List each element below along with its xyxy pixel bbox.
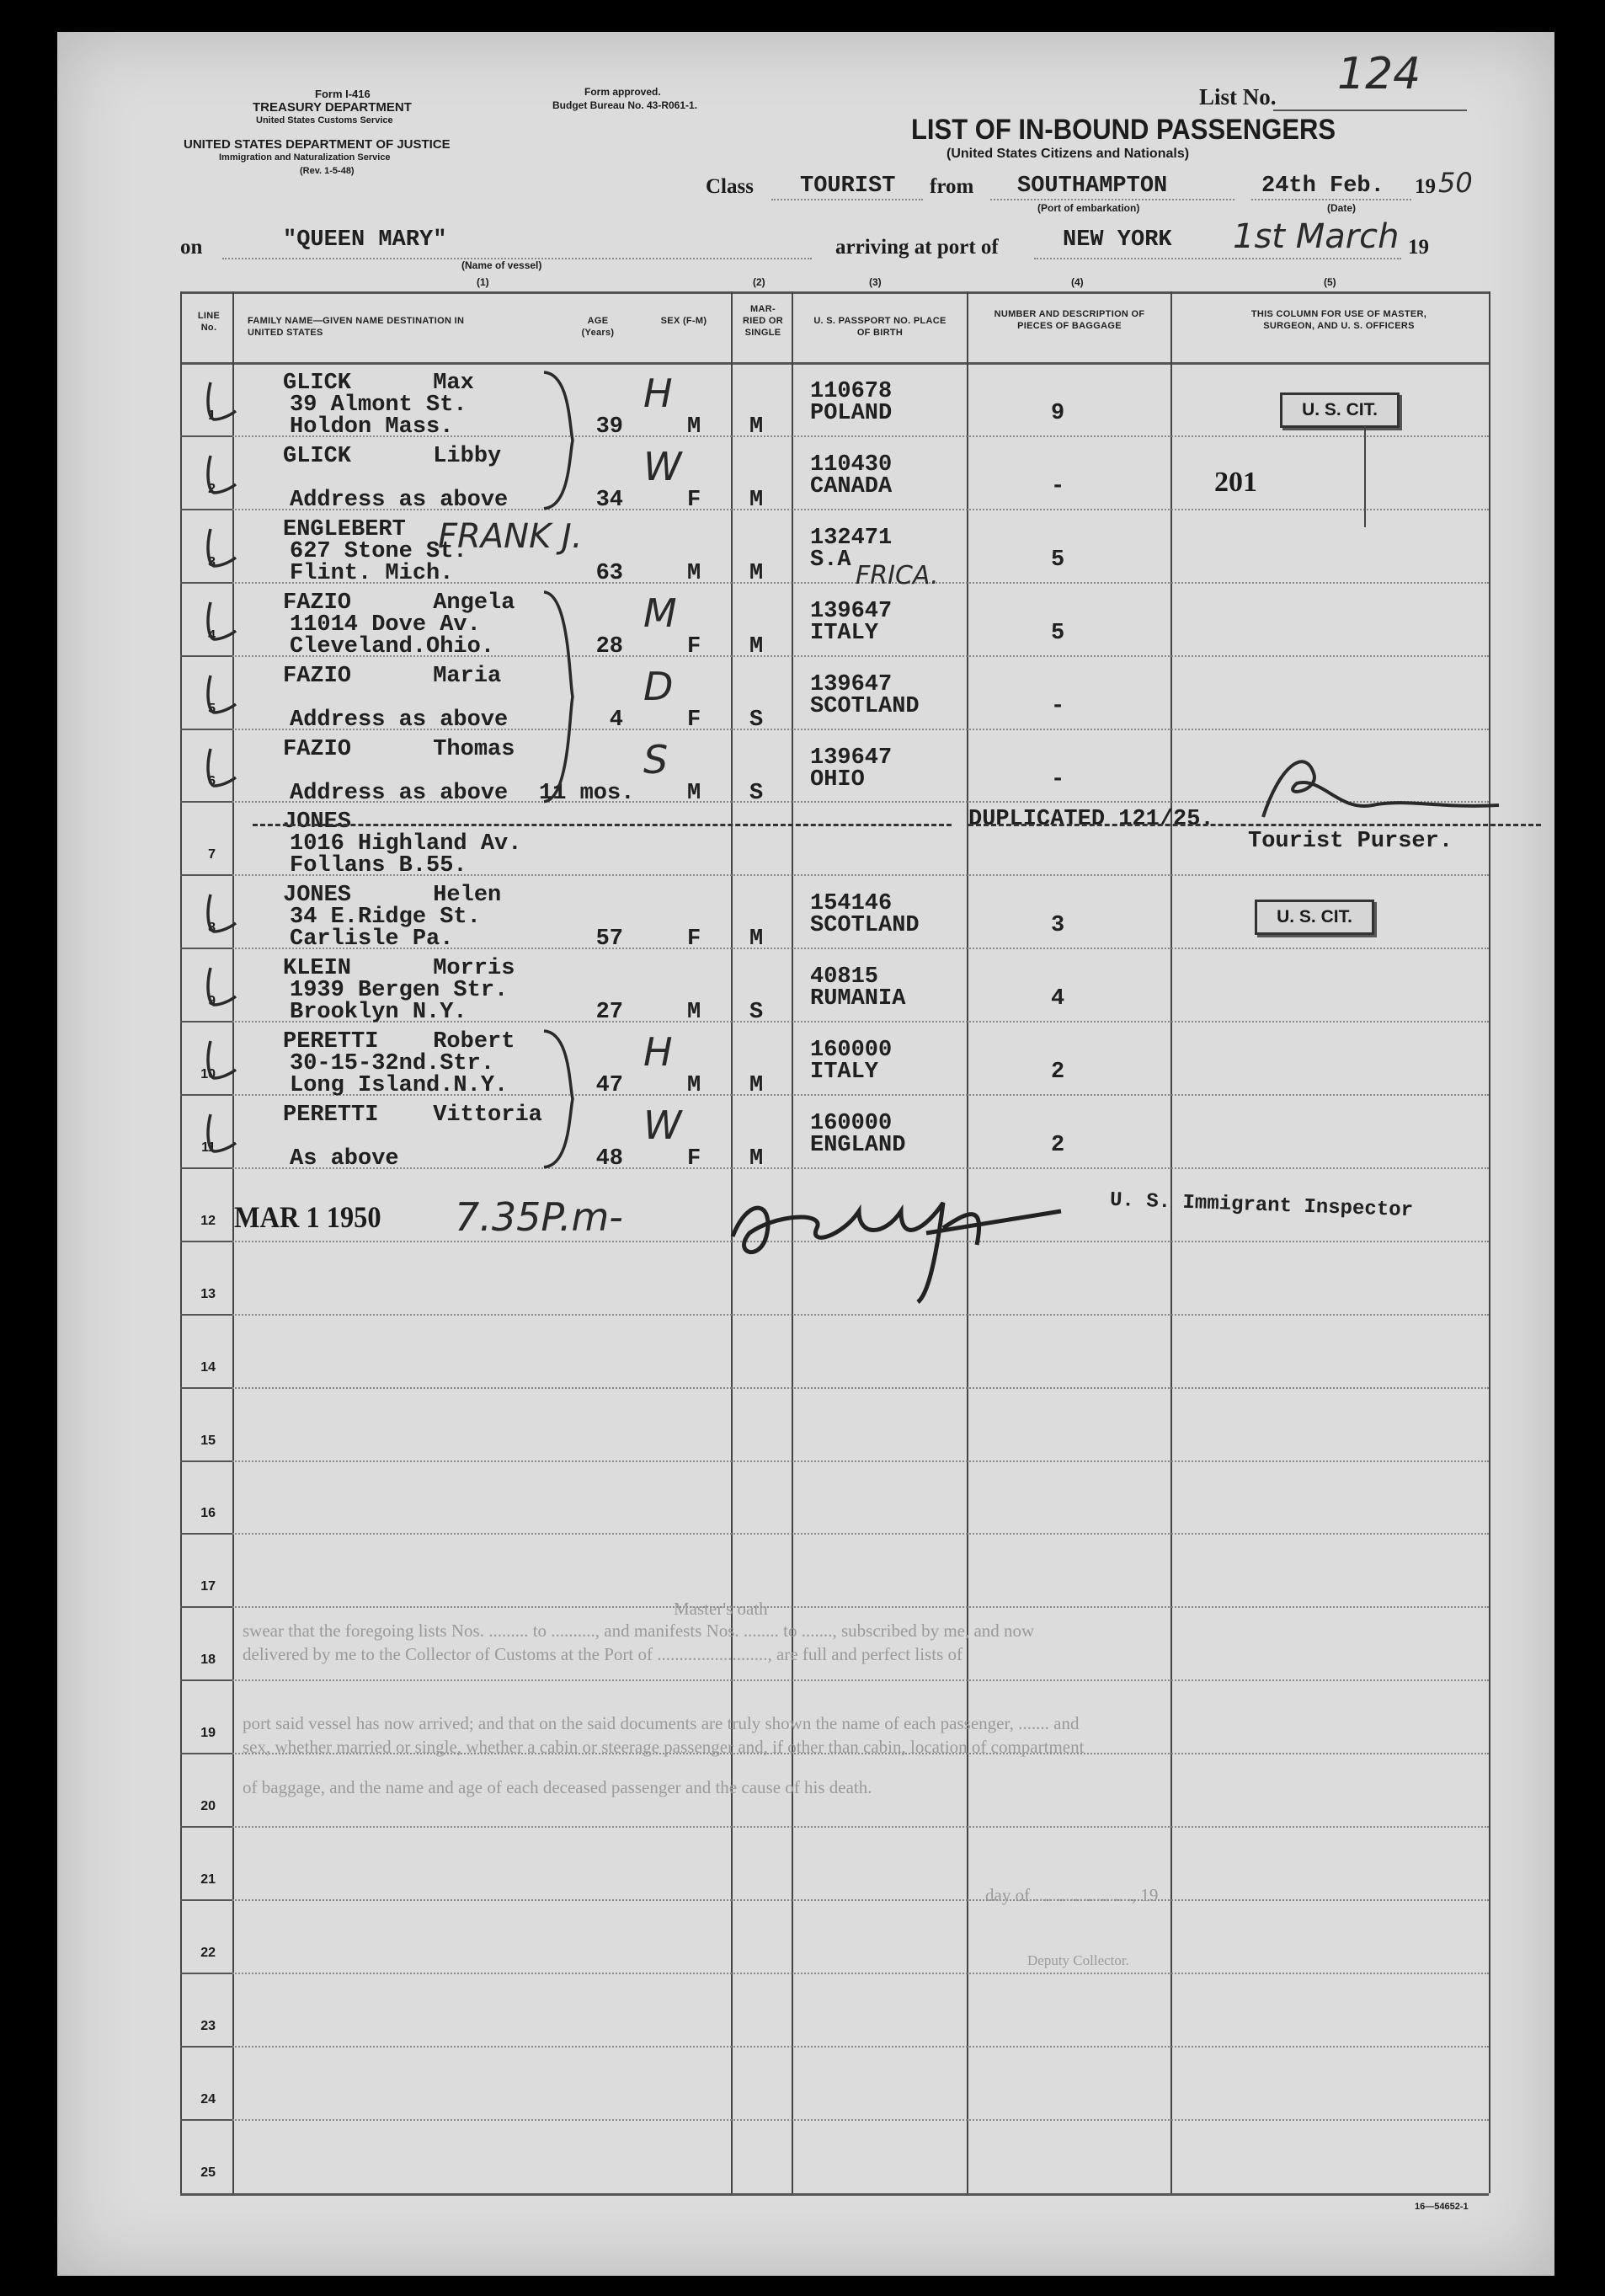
passenger-address: 30-15-32nd.Str. bbox=[290, 1051, 495, 1077]
passenger-marital: M bbox=[749, 414, 764, 440]
passenger-sex: M bbox=[687, 1000, 701, 1026]
row-divider bbox=[232, 1314, 1489, 1316]
passenger-name: PERETTI Robert bbox=[283, 1029, 515, 1055]
passenger-sex: F bbox=[687, 707, 701, 733]
passenger-name: JONES Helen bbox=[283, 883, 502, 909]
embark-date: 24th Feb. bbox=[1261, 174, 1384, 199]
row-divider bbox=[232, 1387, 1489, 1389]
line-number: 25 bbox=[200, 2165, 216, 2180]
inspector-signature bbox=[716, 1177, 1078, 1304]
list-no-label: List No. bbox=[1199, 84, 1277, 109]
line-number: 4 bbox=[208, 627, 216, 643]
col-header-married: MAR-RIED OR SINGLE bbox=[743, 304, 783, 338]
col-header-name: FAMILY NAME—GIVEN NAME DESTINATION IN UNITED STATES bbox=[248, 316, 465, 338]
line-number: 24 bbox=[200, 2091, 216, 2106]
line-number: 20 bbox=[200, 1799, 216, 1813]
birth-place: RUMANIA bbox=[810, 986, 906, 1012]
baggage-count: 5 bbox=[1051, 620, 1065, 646]
checkmark-icon bbox=[202, 597, 239, 644]
passenger-address: 627 Stone St. bbox=[290, 538, 467, 564]
handwritten-relation: H bbox=[643, 1029, 673, 1076]
passenger-age: 4 bbox=[609, 707, 623, 733]
passenger-name: JONES bbox=[283, 809, 352, 836]
passport-number: 160000 bbox=[810, 1038, 893, 1064]
col-num-1: (1) bbox=[477, 276, 489, 288]
passenger-age: 48 bbox=[595, 1146, 623, 1172]
birth-place: ITALY bbox=[810, 1060, 879, 1086]
birth-place: S.A bbox=[810, 547, 851, 573]
class-label: Class bbox=[706, 175, 754, 198]
line-number: 10 bbox=[200, 1067, 216, 1081]
line-number: 3 bbox=[208, 554, 216, 569]
row-divider bbox=[232, 1899, 1489, 1901]
table-right-border bbox=[1489, 291, 1490, 2193]
row-divider-left bbox=[180, 1533, 232, 1535]
row-divider-left bbox=[180, 1899, 232, 1901]
oath-line: day of ......................, 19 bbox=[985, 1885, 1159, 1905]
handwritten-relation: S bbox=[643, 736, 669, 782]
col-num-5: (5) bbox=[1324, 276, 1336, 288]
passenger-age: 28 bbox=[595, 633, 623, 659]
passenger-marital: S bbox=[749, 707, 764, 733]
baggage-count: 5 bbox=[1051, 547, 1065, 573]
checkmark-icon bbox=[202, 670, 239, 718]
passenger-address: Long Island.N.Y. bbox=[290, 1073, 509, 1099]
line-number: 22 bbox=[200, 1945, 216, 1960]
passenger-address: 39 Almont St. bbox=[290, 392, 467, 418]
ins-service: Immigration and Naturalization Service bbox=[219, 152, 391, 163]
baggage-count: 2 bbox=[1051, 1060, 1065, 1086]
oath-line: swear that the foregoing lists Nos. ......... to .........., and manifests Nos. ........ to ......., subscribed by me, and now bbox=[243, 1621, 1035, 1641]
checkmark-icon bbox=[202, 524, 239, 571]
vessel-name: "QUEEN MARY" bbox=[283, 227, 447, 253]
passenger-sex: M bbox=[687, 560, 701, 586]
strike-line bbox=[253, 824, 952, 826]
arriving-label: arriving at port of bbox=[835, 236, 999, 259]
passenger-sex: M bbox=[687, 780, 701, 806]
passenger-address: As above bbox=[290, 1146, 399, 1172]
line-number: 12 bbox=[200, 1213, 216, 1228]
col-header-baggage: NUMBER AND DESCRIPTION OF PIECES OF BAGGAGE bbox=[994, 309, 1145, 331]
form-approved: Form approved. bbox=[584, 86, 661, 98]
handwritten-signature bbox=[1246, 740, 1524, 832]
row-divider-left bbox=[180, 1021, 232, 1023]
passenger-sex: F bbox=[687, 487, 701, 513]
treasury-dept: TREASURY DEPARTMENT bbox=[253, 100, 412, 115]
passenger-address: 34 E.Ridge St. bbox=[290, 905, 481, 931]
port-embark-caption: (Port of embarkation) bbox=[1037, 202, 1140, 214]
col-divider-baggage bbox=[1170, 291, 1172, 2193]
passenger-address: Carlisle Pa. bbox=[290, 926, 454, 953]
page-subtitle: (United States Citizens and Nationals) bbox=[946, 147, 1190, 161]
passenger-address: Cleveland.Ohio. bbox=[290, 633, 495, 659]
passenger-age: 57 bbox=[595, 926, 623, 953]
line-number: 13 bbox=[200, 1286, 216, 1301]
passenger-address: Flint. Mich. bbox=[290, 560, 454, 586]
line-number: 23 bbox=[200, 2018, 216, 2033]
line-number: 7 bbox=[208, 847, 216, 862]
handwritten-brace bbox=[536, 587, 586, 807]
date-line bbox=[1251, 199, 1411, 200]
class-value: TOURIST bbox=[800, 174, 896, 199]
line-number: 8 bbox=[208, 921, 216, 936]
row-divider bbox=[232, 1826, 1489, 1828]
passenger-address: Brooklyn N.Y. bbox=[290, 1000, 467, 1026]
immigrant-inspector: U. S. Immigrant Inspector bbox=[1109, 1188, 1414, 1223]
arrival-date-handwritten: 1st March bbox=[1233, 217, 1400, 256]
handwritten-relation: M bbox=[643, 590, 677, 636]
col-divider-line bbox=[232, 291, 234, 2193]
passenger-marital: S bbox=[749, 1000, 764, 1026]
passenger-name: PERETTI Vittoria bbox=[283, 1103, 542, 1128]
from-line bbox=[990, 199, 1234, 200]
us-citizen-stamp: U. S. CIT. bbox=[1280, 392, 1400, 428]
number-201: 201 bbox=[1214, 467, 1257, 498]
handwritten-relation: W bbox=[643, 1103, 682, 1148]
arrival-stamp-time: 7.35P.m- bbox=[455, 1194, 623, 1240]
handwritten-relation: W bbox=[643, 443, 682, 489]
manifest-page bbox=[57, 32, 1554, 2276]
passenger-sex: M bbox=[687, 1073, 701, 1099]
line-number: 6 bbox=[208, 774, 216, 789]
passenger-marital: M bbox=[749, 1073, 764, 1099]
passenger-sex: F bbox=[687, 633, 701, 659]
row-divider-left bbox=[180, 1606, 232, 1608]
passenger-name: FAZIO Maria bbox=[283, 663, 502, 689]
year-prefix: 19 bbox=[1415, 175, 1436, 198]
handwritten-brace bbox=[536, 367, 586, 514]
passenger-address: Address as above bbox=[290, 487, 509, 513]
line-number: 19 bbox=[200, 1726, 216, 1741]
line-number: 21 bbox=[200, 1872, 216, 1887]
passenger-address: Address as above bbox=[290, 707, 509, 733]
baggage-count: 4 bbox=[1051, 986, 1065, 1012]
passenger-age: 47 bbox=[595, 1073, 623, 1099]
table-bottom-border bbox=[180, 2193, 1489, 2196]
oath-line: of baggage, and the name and age of each deceased passenger and the cause of his death. bbox=[243, 1777, 872, 1797]
oath-line: Deputy Collector. bbox=[1027, 1952, 1129, 1968]
on-label: on bbox=[180, 236, 203, 259]
passport-number: 40815 bbox=[810, 964, 879, 990]
oath-line: sex, whether married or single, whether a cabin or steerage passenger and, if other than cabin, location of compartment bbox=[243, 1737, 1085, 1757]
col-header-officers: THIS COLUMN FOR USE OF MASTER, SURGEON, AND U. S. OFFICERS bbox=[1250, 309, 1427, 331]
table-top-border bbox=[180, 291, 1489, 294]
arrival-stamp-date: MAR 1 1950 bbox=[234, 1200, 381, 1234]
passenger-marital: M bbox=[749, 1146, 764, 1172]
birth-place: ENGLAND bbox=[810, 1133, 906, 1158]
checkmark-icon bbox=[202, 963, 239, 1010]
passport-number: 154146 bbox=[810, 891, 893, 917]
row-divider bbox=[232, 1606, 1489, 1608]
baggage-count: - bbox=[1051, 693, 1065, 719]
passenger-address: 11014 Dove Av. bbox=[290, 611, 481, 638]
row-divider bbox=[232, 2046, 1489, 2048]
row-divider-left bbox=[180, 1167, 232, 1169]
row-divider-left bbox=[180, 2119, 232, 2121]
duplicated-note: DUPLICATED 121/25. bbox=[968, 807, 1214, 832]
passenger-age: 63 bbox=[595, 560, 623, 586]
passenger-sex: F bbox=[687, 926, 701, 953]
passenger-name: GLICK Libby bbox=[283, 443, 502, 469]
line-number: 11 bbox=[201, 1140, 216, 1155]
passenger-marital: M bbox=[749, 633, 764, 659]
checkmark-icon bbox=[202, 889, 239, 937]
passport-number: 139647 bbox=[810, 598, 893, 624]
passenger-age: 27 bbox=[595, 1000, 623, 1026]
line-number: 18 bbox=[200, 1653, 216, 1668]
passport-number: 132471 bbox=[810, 525, 893, 551]
handwritten-frank: FRANK J. bbox=[438, 517, 583, 556]
checkmark-icon bbox=[202, 744, 239, 791]
budget-bureau: Budget Bureau No. 43-R061-1. bbox=[552, 99, 698, 111]
row-divider-left bbox=[180, 1460, 232, 1462]
passenger-sex: F bbox=[687, 1146, 701, 1172]
col-num-4: (4) bbox=[1071, 276, 1084, 288]
us-citizen-stamp: U. S. CIT. bbox=[1255, 900, 1374, 935]
passenger-name: KLEIN Morris bbox=[283, 956, 515, 982]
passenger-address: 1939 Bergen Str. bbox=[290, 978, 509, 1004]
vessel-caption: (Name of vessel) bbox=[461, 259, 542, 271]
checkmark-icon bbox=[202, 1109, 239, 1156]
page-number-handwritten: 124 bbox=[1337, 49, 1421, 99]
birth-place: OHIO bbox=[810, 766, 865, 793]
arriving-line bbox=[1034, 258, 1401, 259]
year-handwritten: 50 bbox=[1438, 167, 1473, 199]
row-divider-left bbox=[180, 1753, 232, 1754]
stamp-tick bbox=[1364, 426, 1366, 527]
page-title: LIST OF IN-BOUND PASSENGERS bbox=[911, 112, 1336, 147]
revision: (Rev. 1-5-48) bbox=[300, 166, 355, 176]
passport-number: 139647 bbox=[810, 671, 893, 697]
row-divider-left bbox=[180, 1826, 232, 1828]
row-divider-left bbox=[180, 435, 232, 437]
oath-line: delivered by me to the Collector of Customs at the Port of ........................., are full and perfect lists of bbox=[243, 1644, 962, 1664]
row-divider-left bbox=[180, 582, 232, 584]
handwritten-relation: H bbox=[643, 371, 673, 416]
birth-place: SCOTLAND bbox=[810, 693, 920, 719]
row-divider-left bbox=[180, 801, 232, 803]
row-divider bbox=[232, 2119, 1489, 2121]
footer-code: 16—54652-1 bbox=[1415, 2202, 1469, 2212]
row-divider bbox=[232, 1167, 1489, 1169]
passenger-age: 39 bbox=[595, 414, 623, 440]
line-number: 15 bbox=[200, 1433, 216, 1448]
col-header-passport: U. S. PASSPORT NO. PLACE OF BIRTH bbox=[813, 316, 946, 338]
table-left-border bbox=[180, 291, 182, 2193]
col-header-sex: SEX (F-M) bbox=[660, 316, 707, 326]
passenger-marital: M bbox=[749, 560, 764, 586]
col-num-3: (3) bbox=[869, 276, 882, 288]
line-number: 1 bbox=[208, 408, 216, 423]
passenger-address: 1016 Highland Av. bbox=[290, 831, 522, 857]
col-header-line: LINE No. bbox=[197, 311, 221, 333]
passport-number: 160000 bbox=[810, 1111, 893, 1136]
row-divider-left bbox=[180, 1094, 232, 1096]
line-number: 2 bbox=[208, 481, 216, 496]
checkmark-icon bbox=[202, 451, 239, 498]
passenger-age: 11 mos. bbox=[539, 780, 635, 806]
row-divider-left bbox=[180, 1973, 232, 1974]
line-number: 5 bbox=[208, 701, 216, 716]
from-label: from bbox=[930, 175, 974, 198]
baggage-count: 2 bbox=[1051, 1133, 1065, 1158]
row-divider-left bbox=[180, 1679, 232, 1681]
row-divider-left bbox=[180, 2046, 232, 2048]
birth-place: CANADA bbox=[810, 473, 893, 499]
line-number: 17 bbox=[200, 1579, 216, 1594]
table-header-border bbox=[180, 362, 1489, 365]
passport-number: 110430 bbox=[810, 451, 893, 478]
row-divider-left bbox=[180, 1387, 232, 1389]
row-divider-left bbox=[180, 655, 232, 657]
line-number: 14 bbox=[200, 1359, 216, 1375]
passenger-address: Holdon Mass. bbox=[290, 414, 454, 440]
baggage-count: 3 bbox=[1051, 913, 1065, 939]
row-divider-left bbox=[180, 1314, 232, 1316]
row-divider-left bbox=[180, 1241, 232, 1242]
passenger-name: GLICK Max bbox=[283, 371, 474, 396]
oath-line: port said vessel has now arrived; and that on the said documents are truly shown the name of each passenger, ....... and bbox=[243, 1713, 1080, 1733]
customs-service: United States Customs Service bbox=[256, 115, 393, 125]
handwritten-africa: FRICA. bbox=[856, 561, 939, 590]
passport-number: 110678 bbox=[810, 379, 893, 404]
list-no-line bbox=[1273, 109, 1467, 111]
row-divider bbox=[232, 1679, 1489, 1681]
arriving-port: NEW YORK bbox=[1063, 227, 1172, 253]
baggage-count: 9 bbox=[1051, 401, 1065, 426]
row-divider-left bbox=[180, 509, 232, 510]
col-num-2: (2) bbox=[753, 276, 765, 288]
row-divider-left bbox=[180, 874, 232, 876]
baggage-count: - bbox=[1051, 473, 1065, 499]
checkmark-icon bbox=[202, 377, 239, 424]
checkmark-icon bbox=[202, 1036, 239, 1083]
passenger-marital: S bbox=[749, 780, 764, 806]
row-divider bbox=[232, 1973, 1489, 1974]
arrival-year: 19 bbox=[1408, 236, 1429, 259]
passenger-address: Follans B.55. bbox=[290, 853, 467, 879]
line-number: 16 bbox=[200, 1506, 216, 1521]
date-caption: (Date) bbox=[1327, 202, 1357, 214]
class-line bbox=[771, 199, 923, 200]
passenger-name: FAZIO Thomas bbox=[283, 736, 515, 762]
row-divider bbox=[232, 1533, 1489, 1535]
from-value: SOUTHAMPTON bbox=[1017, 174, 1168, 199]
passenger-marital: M bbox=[749, 487, 764, 513]
tourist-purser: Tourist Purser. bbox=[1248, 829, 1453, 854]
oath-heading: Master's oath bbox=[674, 1599, 768, 1619]
passenger-name: ENGLEBERT bbox=[283, 516, 406, 542]
row-divider-left bbox=[180, 948, 232, 949]
form-number: Form I-416 bbox=[315, 88, 371, 100]
passenger-sex: M bbox=[687, 414, 701, 440]
handwritten-brace bbox=[536, 1026, 586, 1172]
row-divider-left bbox=[180, 729, 232, 730]
handwritten-relation: D bbox=[643, 663, 674, 709]
passenger-name: FAZIO Angela bbox=[283, 590, 515, 616]
row-divider bbox=[232, 1460, 1489, 1462]
col-header-age: AGE (Years) bbox=[581, 316, 615, 338]
passenger-marital: M bbox=[749, 926, 764, 953]
birth-place: SCOTLAND bbox=[810, 913, 920, 939]
passport-number: 139647 bbox=[810, 745, 893, 771]
line-number: 9 bbox=[208, 994, 216, 1009]
passenger-age: 34 bbox=[595, 487, 623, 513]
birth-place: ITALY bbox=[810, 620, 879, 646]
baggage-count: - bbox=[1051, 766, 1065, 793]
birth-place: POLAND bbox=[810, 401, 893, 426]
passenger-address: Address as above bbox=[290, 780, 509, 806]
justice-dept: UNITED STATES DEPARTMENT OF JUSTICE bbox=[184, 137, 451, 152]
